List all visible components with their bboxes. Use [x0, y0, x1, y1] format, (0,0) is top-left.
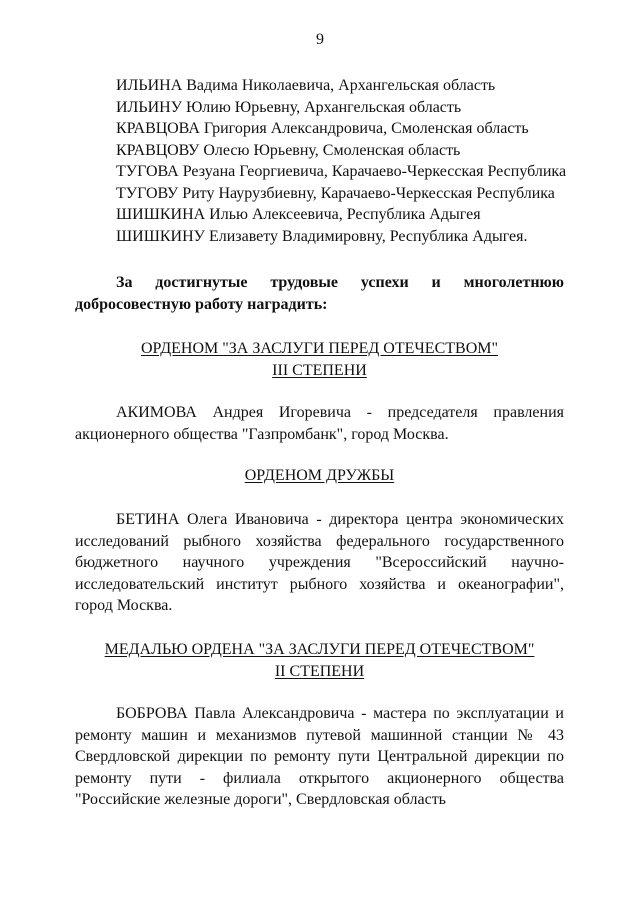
awardee-line: ИЛЬИНУ Юлию Юрьевну, Архангельская область — [116, 98, 462, 116]
award-intro-line1: За достигнутые трудовые успехи и многолетнюю — [116, 274, 564, 291]
heading-line: ОРДЕНОМ "ЗА ЗАСЛУГИ ПЕРЕД ОТЕЧЕСТВОМ" — [140, 340, 499, 357]
section-text-bobrov: БОБРОВА Павла Александровича - мастера по эксплуатации и ремонту машин и механизмов путевой машинной станции № 43 Свердловской дирекции по ремонту пути Центральной дирекции по ремонту пути - филиала открытого акционерного общества "Российские железные дороги", Свердловская область — [75, 705, 564, 808]
section-text-betin: БЕТИНА Олега Ивановича - директора центра экономических исследований рыбного хозяйства федерального государственного бюджетного научного учреждения "Всероссийский научно-исследовательский институт рыбного хозяйства и океанографии", город Москва. — [75, 511, 564, 614]
award-intro-line2: добросовестную работу наградить: — [75, 295, 328, 313]
heading-line: ОРДЕНОМ ДРУЖБЫ — [244, 467, 395, 484]
awardee-line: КРАВЦОВА Григория Александровича, Смоленская область — [116, 120, 529, 137]
heading-line: III СТЕПЕНИ — [272, 361, 367, 379]
awardee-line: ИЛЬИНА Вадима Николаевича, Архангельская область — [116, 77, 496, 94]
section-heading-medal-merit-2 — [75, 639, 564, 682]
awardee-line: ШИШКИНА Илью Алексеевича, Республика Адыгея — [116, 206, 481, 223]
section-heading-order-friendship — [75, 465, 564, 487]
awardee-line: КРАВЦОВУ Олесю Юрьевну, Смоленская область — [116, 141, 461, 159]
awardee-list — [116, 75, 586, 247]
heading-line: МЕДАЛЬЮ ОРДЕНА "ЗА ЗАСЛУГИ ПЕРЕД ОТЕЧЕСТВОМ" — [104, 641, 535, 658]
awardee-line: ШИШКИНУ Елизавету Владимировну, Республика Адыгея. — [116, 227, 528, 245]
awardee-line: ТУГОВА Резуана Георгиевича, Карачаево-Черкесская Республика — [116, 163, 567, 180]
section-text-akimov: АКИМОВА Андрея Игоревича - председателя правления акционерного общества "Газпромбанк", город Москва. — [75, 404, 564, 443]
section-heading-order-merit-3 — [75, 338, 564, 381]
page-number: 9 — [316, 31, 324, 48]
award-intro — [75, 272, 564, 315]
heading-line: II СТЕПЕНИ — [274, 662, 365, 680]
awardee-line: ТУГОВУ Риту Наурузбиевну, Карачаево-Черкесская Республика — [116, 184, 555, 202]
